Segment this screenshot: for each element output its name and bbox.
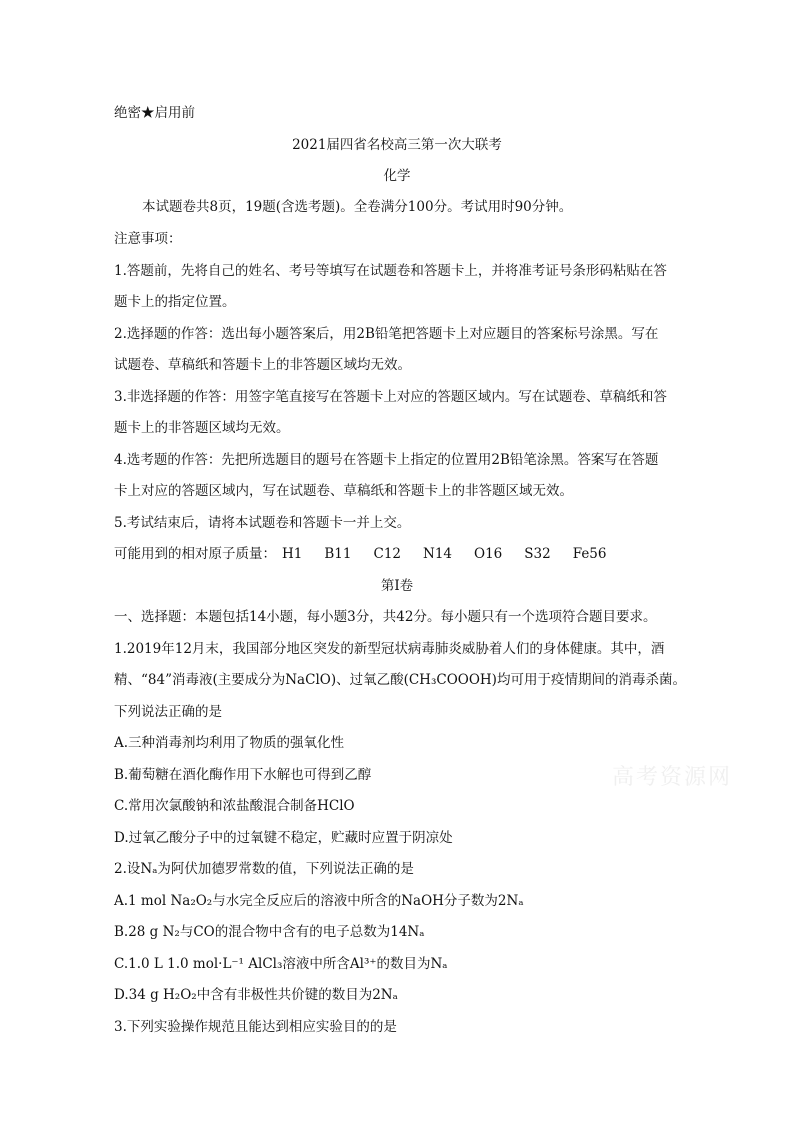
confidential-mark: 绝密★启用前 (114, 105, 195, 121)
note-5: 5.考试结束后，请将本试题卷和答题卡一并上交。 (114, 515, 411, 531)
q3-stem: 3.下列实验操作规范且能达到相应实验目的的是 (114, 1019, 397, 1035)
note-3-line-2: 题卡上的非答题区域均无效。 (114, 420, 290, 436)
section-instructions: 一、选择题：本题包括14小题，每小题3分，共42分。每小题只有一个选项符合题目要求。 (114, 609, 657, 625)
q2-option-a: A.1 mol Na₂O₂与水完全反应后的溶液中所含的NaOH分子数为2Nₐ (114, 893, 524, 909)
q1-option-d: D.过氧乙酸分子中的过氧键不稳定，贮藏时应置于阴凉处 (114, 830, 453, 846)
q1-option-c: C.常用次氯酸钠和浓盐酸混合制备HClO (114, 798, 355, 814)
note-4-line-1: 4.选考题的作答：先把所选题目的题号在答题卡上指定的位置用2B铅笔涂黑。答案写在答题 (114, 452, 659, 468)
note-4-line-2: 卡上对应的答题区域内，写在试题卷、草稿纸和答题卡上的非答题区域无效。 (114, 483, 573, 499)
atomic-mass-item: S32 (524, 546, 551, 562)
q2-stem: 2.设Nₐ为阿伏加德罗常数的值，下列说法正确的是 (114, 861, 414, 877)
q1-stem-line-1: 1.2019年12月末，我国部分地区突发的新型冠状病毒肺炎威胁着人们的身体健康。其中，酒 (114, 641, 665, 657)
atomic-mass-item: H1 (282, 546, 303, 562)
note-1-line-1: 1.答题前，先将自己的姓名、考号等填写在试题卷和答题卡上，并将准考证号条形码粘贴在答 (114, 263, 667, 279)
watermark-text: 高考资源网 (612, 765, 733, 790)
atomic-mass-item: N14 (423, 546, 452, 562)
atomic-mass-label: 可能用到的相对原子质量： (114, 546, 276, 562)
exam-intro: 本试题卷共8页，19题(含选考题)。全卷满分100分。考试用时90分钟。 (142, 199, 573, 215)
exam-title: 2021届四省名校高三第一次大联考 (292, 137, 502, 153)
note-1-line-2: 题卡上的指定位置。 (114, 294, 236, 310)
atomic-mass-item: B11 (324, 546, 352, 562)
atomic-mass-item: C12 (373, 546, 401, 562)
q2-option-d: D.34 g H₂O₂中含有非极性共价键的数目为2Nₐ (114, 987, 398, 1003)
note-2-line-2: 试题卷、草稿纸和答题卡上的非答题区域均无效。 (114, 357, 411, 373)
note-3-line-1: 3.非选择题的作答：用签字笔直接写在答题卡上对应的答题区域内。写在试题卷、草稿纸和答 (114, 389, 667, 405)
q1-stem-line-3: 下列说法正确的是 (114, 704, 222, 720)
atomic-mass-item: O16 (474, 546, 503, 562)
subject-title: 化学 (383, 168, 411, 184)
q1-option-a: A.三种消毒剂均利用了物质的强氧化性 (114, 735, 345, 751)
q2-option-c: C.1.0 L 1.0 mol·L⁻¹ AlCl₃溶液中所含Al³⁺的数目为Nₐ (114, 956, 448, 972)
section-title: 第I卷 (380, 578, 414, 594)
notes-heading: 注意事项： (114, 231, 182, 247)
q1-option-b: B.葡萄糖在酒化酶作用下水解也可得到乙醇 (114, 767, 372, 783)
q1-stem-line-2: 精、“84”消毒液(主要成分为NaClO)、过氧乙酸(CH₃COOOH)均可用于疫情期间的消毒杀菌。 (114, 672, 686, 688)
atomic-mass-item: Fe56 (572, 546, 607, 562)
q2-option-b: B.28 g N₂与CO的混合物中含有的电子总数为14Nₐ (114, 924, 425, 940)
note-2-line-1: 2.选择题的作答：选出每小题答案后，用2B铅笔把答题卡上对应题目的答案标号涂黑。写在 (114, 326, 659, 342)
atomic-mass-list (114, 545, 628, 563)
